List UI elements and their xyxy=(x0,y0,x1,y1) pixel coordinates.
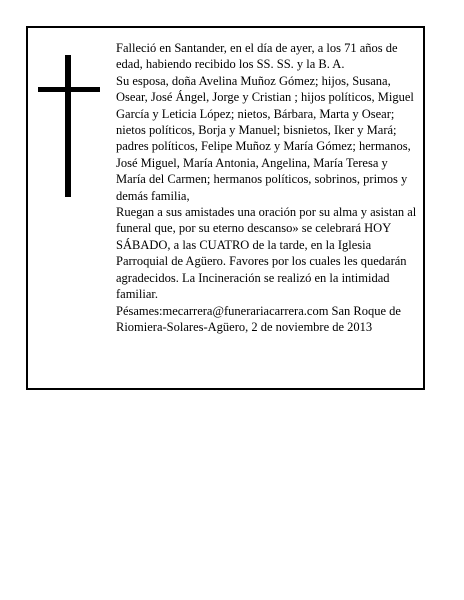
obituary-notice xyxy=(26,26,425,390)
condolences-contact: Pésames:mecarrera@funerariacarrera.com San Roque de Riomiera-Solares-Agüero, 2 de noviembre de 2013 xyxy=(116,303,401,334)
death-announcement: Falleció en Santander, en el día de ayer, a los 71 años de edad, habiendo recibido los SS. SS. y la B. A. xyxy=(116,41,398,72)
cross-vertical-bar xyxy=(65,55,71,197)
cross-horizontal-bar xyxy=(38,87,100,92)
obituary-text xyxy=(116,40,420,335)
funeral-details: Ruegan a sus amistades una oración por su alma y asistan al funeral que, por su eterno descanso» se celebrará HOY SÁBADO, a las CUATRO de la tarde, en la Iglesia Parroquial de Agüero. Favores por los cuales les quedarán agradecidos. La Incineración se realizó en la intimidad familiar. xyxy=(116,205,417,302)
family-list: Su esposa, doña Avelina Muñoz Gómez; hijos, Susana, Osear, José Ángel, Jorge y Cristian ; hijos políticos, Miguel García y Leticia López; nietos, Bárbara, Marta y Osear; nietos políticos, Borja y Manuel; bisnietos, Iker y Mará; padres políticos, Felipe Muñoz y María Gómez; hermanos, José Miguel, María Antonia, Angelina, María Teresa y María del Carmen; hermanos políticos, sobrinos, primos y demás familia, xyxy=(116,73,414,203)
cross-icon xyxy=(38,55,100,197)
